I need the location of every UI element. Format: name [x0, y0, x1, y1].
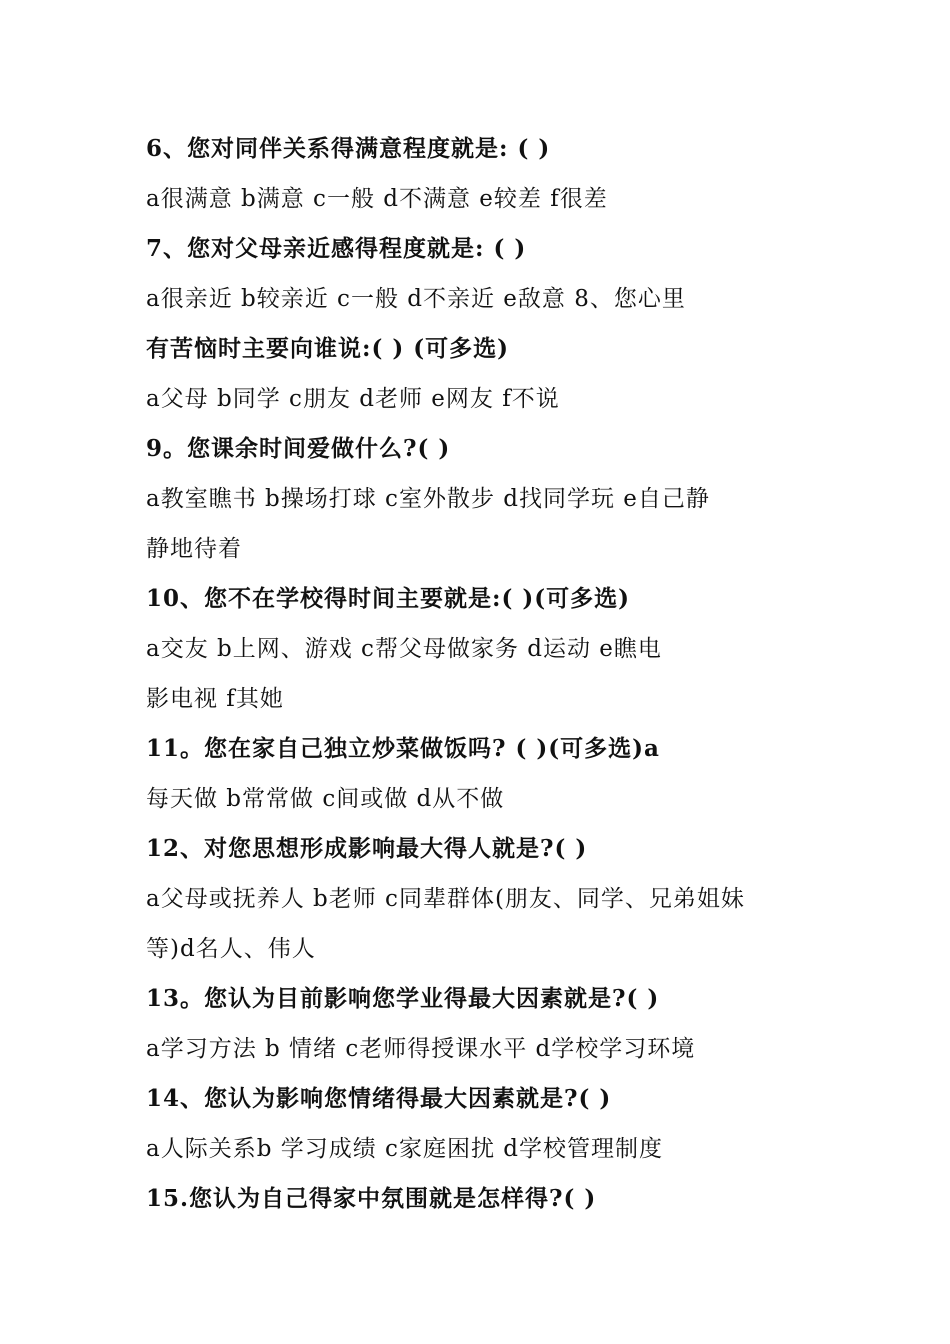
options-14: a人际关系b 学习成绩 c家庭困扰 d学校管理制度: [146, 1136, 663, 1162]
options-6: a很满意 b满意 c一般 d不满意 e较差 f很差: [146, 186, 608, 212]
options-9-cont: 静地待着: [146, 536, 242, 562]
options-12-cont: 等)d名人、伟人: [146, 936, 316, 962]
options-9: a教室瞧书 b操场打球 c室外散步 d找同学玩 e自己静: [146, 486, 710, 512]
question-15: 15.您认为自己得家中氛围就是怎样得?( ): [146, 1185, 597, 1212]
options-13: a学习方法 b 情绪 c老师得授课水平 d学校学习环境: [146, 1036, 696, 1062]
question-6: 6、您对同伴关系得满意程度就是: ( ): [146, 135, 551, 162]
question-11: 11。您在家自己独立炒菜做饭吗? ( )(可多选)a: [146, 735, 660, 762]
question-13: 13。您认为目前影响您学业得最大因素就是?( ): [146, 985, 660, 1012]
question-10: 10、您不在学校得时间主要就是:( )(可多选): [146, 585, 631, 612]
options-8: a父母 b同学 c朋友 d老师 e网友 f不说: [146, 386, 560, 412]
options-7: a很亲近 b较亲近 c一般 d不亲近 e敌意 8、您心里: [146, 286, 686, 312]
question-7: 7、您对父母亲近感得程度就是: ( ): [146, 235, 527, 262]
question-9: 9。您课余时间爱做什么?( ): [146, 435, 451, 462]
options-10: a交友 b上网、游戏 c帮父母做家务 d运动 e瞧电: [146, 636, 662, 662]
question-14: 14、您认为影响您情绪得最大因素就是?( ): [146, 1085, 612, 1112]
question-12: 12、对您思想形成影响最大得人就是?( ): [146, 835, 588, 862]
question-8: 有苦恼时主要向谁说:( ) (可多选): [146, 335, 510, 362]
options-11: 每天做 b常常做 c间或做 d从不做: [146, 786, 505, 812]
options-12: a父母或抚养人 b老师 c同辈群体(朋友、同学、兄弟姐妹: [146, 886, 745, 912]
options-10-cont: 影电视 f其她: [146, 686, 284, 712]
